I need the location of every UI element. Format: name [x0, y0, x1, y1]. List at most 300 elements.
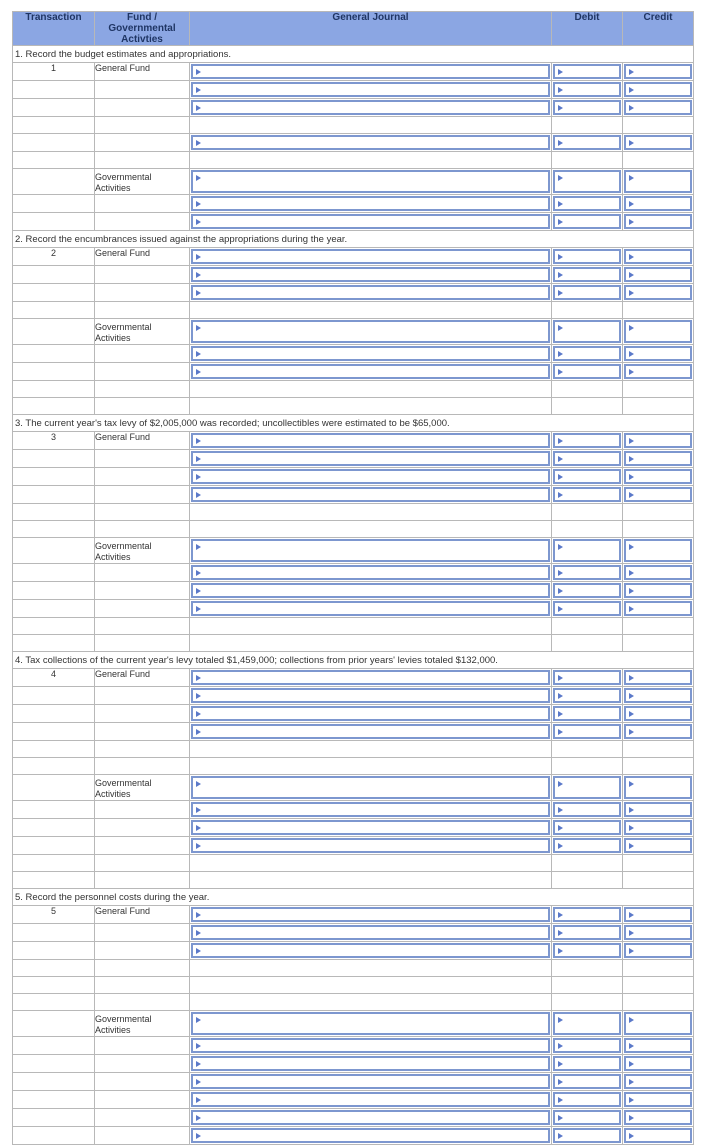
dropdown-marker-icon	[629, 781, 634, 787]
debit-input-cell	[552, 942, 623, 960]
transaction-number-cell	[13, 618, 95, 635]
credit-input-cell	[623, 468, 694, 486]
credit-input-cell	[623, 266, 694, 284]
dropdown-marker-icon	[196, 825, 201, 831]
dropdown-marker-icon	[196, 930, 201, 936]
dropdown-marker-icon	[558, 1061, 563, 1067]
debit-input[interactable]	[553, 249, 621, 264]
dropdown-marker-icon	[629, 290, 634, 296]
dropdown-marker-icon	[558, 1115, 563, 1121]
credit-input[interactable]	[624, 1128, 692, 1143]
debit-input-cell	[552, 582, 623, 600]
debit-input[interactable]	[553, 776, 621, 799]
account-input[interactable]	[191, 583, 550, 598]
journal-entry-row	[13, 669, 694, 687]
dropdown-marker-icon	[196, 474, 201, 480]
transaction-description: 2. Record the encumbrances issued against the appropriations during the year.	[13, 231, 694, 248]
debit-input[interactable]	[553, 135, 621, 150]
transaction-number-cell	[13, 319, 95, 345]
credit-input[interactable]	[624, 670, 692, 685]
account-input[interactable]	[191, 565, 550, 580]
credit-input[interactable]	[624, 1012, 692, 1035]
debit-input[interactable]	[553, 670, 621, 685]
account-input[interactable]	[191, 364, 550, 379]
account-input[interactable]	[191, 320, 550, 343]
dropdown-marker-icon	[558, 456, 563, 462]
credit-input[interactable]	[624, 82, 692, 97]
account-input-cell	[190, 99, 552, 117]
credit-input[interactable]	[624, 196, 692, 211]
transaction-number-cell	[13, 398, 95, 415]
debit-input[interactable]	[553, 1074, 621, 1089]
dropdown-marker-icon	[629, 474, 634, 480]
credit-input[interactable]	[624, 706, 692, 721]
dropdown-marker-icon	[196, 1133, 201, 1139]
transaction-number-cell	[13, 504, 95, 521]
transaction-number-cell	[13, 284, 95, 302]
account-input-cell	[190, 450, 552, 468]
credit-cell-empty	[623, 152, 694, 169]
dropdown-marker-icon	[196, 1079, 201, 1085]
debit-input[interactable]	[553, 907, 621, 922]
account-input-cell	[190, 801, 552, 819]
account-input-cell	[190, 63, 552, 81]
account-cell-empty	[190, 398, 552, 415]
credit-input[interactable]	[624, 688, 692, 703]
credit-input[interactable]	[624, 1056, 692, 1071]
dropdown-marker-icon	[558, 1079, 563, 1085]
transaction-number-cell	[13, 302, 95, 319]
account-input[interactable]	[191, 214, 550, 229]
account-input[interactable]	[191, 1056, 550, 1071]
fund-cell	[95, 504, 190, 521]
dropdown-marker-icon	[558, 1017, 563, 1023]
debit-input[interactable]	[553, 925, 621, 940]
account-input[interactable]	[191, 907, 550, 922]
dropdown-marker-icon	[558, 930, 563, 936]
debit-input[interactable]	[553, 1056, 621, 1071]
debit-input[interactable]	[553, 1012, 621, 1035]
account-input[interactable]	[191, 346, 550, 361]
credit-input[interactable]	[624, 469, 692, 484]
dropdown-marker-icon	[629, 729, 634, 735]
debit-input[interactable]	[553, 100, 621, 115]
credit-input[interactable]	[624, 925, 692, 940]
credit-input[interactable]	[624, 364, 692, 379]
transaction-number-cell	[13, 600, 95, 618]
account-input-cell	[190, 669, 552, 687]
debit-input-cell	[552, 345, 623, 363]
debit-input[interactable]	[553, 539, 621, 562]
debit-input[interactable]	[553, 82, 621, 97]
transaction-number-cell	[13, 705, 95, 723]
dropdown-marker-icon	[196, 912, 201, 918]
fund-label-governmental-activities	[95, 319, 190, 345]
account-input[interactable]	[191, 1074, 550, 1089]
account-input-cell	[190, 169, 552, 195]
debit-input[interactable]	[553, 583, 621, 598]
transaction-heading-row	[13, 652, 694, 669]
dropdown-marker-icon	[196, 69, 201, 75]
journal-entry-row	[13, 486, 694, 504]
account-cell-empty	[190, 758, 552, 775]
account-input-cell	[190, 486, 552, 504]
credit-cell-empty	[623, 994, 694, 1011]
account-cell-empty	[190, 872, 552, 889]
credit-input-cell	[623, 486, 694, 504]
credit-input[interactable]	[624, 1074, 692, 1089]
fund-cell	[95, 381, 190, 398]
debit-cell-empty	[552, 741, 623, 758]
dropdown-marker-icon	[629, 1115, 634, 1121]
credit-input[interactable]	[624, 214, 692, 229]
account-input[interactable]	[191, 776, 550, 799]
credit-cell-empty	[623, 741, 694, 758]
account-cell-empty	[190, 152, 552, 169]
credit-input[interactable]	[624, 285, 692, 300]
fund-cell	[95, 134, 190, 152]
credit-input-cell	[623, 213, 694, 231]
account-input[interactable]	[191, 469, 550, 484]
fund-cell	[95, 302, 190, 319]
account-input[interactable]	[191, 135, 550, 150]
dropdown-marker-icon	[629, 1133, 634, 1139]
transaction-number-cell	[13, 345, 95, 363]
dropdown-marker-icon	[558, 912, 563, 918]
dropdown-marker-icon	[629, 1043, 634, 1049]
journal-entry-row	[13, 758, 694, 775]
journal-entry-row	[13, 977, 694, 994]
dropdown-marker-icon	[629, 588, 634, 594]
account-input-cell	[190, 284, 552, 302]
account-input[interactable]	[191, 196, 550, 211]
account-input-cell	[190, 942, 552, 960]
account-input[interactable]	[191, 601, 550, 616]
transaction-column-header: Transaction	[13, 12, 95, 46]
credit-input[interactable]	[624, 943, 692, 958]
journal-entry-row	[13, 942, 694, 960]
fund-cell	[95, 266, 190, 284]
account-input-cell	[190, 837, 552, 855]
debit-input[interactable]	[553, 838, 621, 853]
credit-input[interactable]	[624, 1092, 692, 1107]
journal-entry-row	[13, 381, 694, 398]
debit-cell-empty	[552, 977, 623, 994]
credit-input[interactable]	[624, 433, 692, 448]
journal-entry-row	[13, 152, 694, 169]
transaction-number-cell	[13, 117, 95, 134]
debit-input[interactable]	[553, 346, 621, 361]
debit-input[interactable]	[553, 601, 621, 616]
debit-input[interactable]	[553, 1128, 621, 1143]
credit-input[interactable]	[624, 820, 692, 835]
account-input[interactable]	[191, 1128, 550, 1143]
account-input[interactable]	[191, 802, 550, 817]
debit-input[interactable]	[553, 688, 621, 703]
journal-entry-row	[13, 450, 694, 468]
debit-input[interactable]	[553, 170, 621, 193]
account-input[interactable]	[191, 170, 550, 193]
credit-input[interactable]	[624, 64, 692, 79]
credit-cell-empty	[623, 635, 694, 652]
journal-entry-row	[13, 81, 694, 99]
debit-input[interactable]	[553, 487, 621, 502]
debit-input[interactable]	[553, 285, 621, 300]
debit-input-cell	[552, 1011, 623, 1037]
dropdown-marker-icon	[629, 105, 634, 111]
fund-cell	[95, 1055, 190, 1073]
credit-input[interactable]	[624, 838, 692, 853]
fund-cell	[95, 486, 190, 504]
credit-cell-empty	[623, 977, 694, 994]
credit-input[interactable]	[624, 320, 692, 343]
debit-input[interactable]	[553, 214, 621, 229]
debit-input[interactable]	[553, 320, 621, 343]
debit-input[interactable]	[553, 1110, 621, 1125]
dropdown-marker-icon	[196, 693, 201, 699]
dropdown-marker-icon	[196, 675, 201, 681]
debit-cell-empty	[552, 381, 623, 398]
account-input-cell	[190, 819, 552, 837]
credit-input[interactable]	[624, 170, 692, 193]
debit-input[interactable]	[553, 64, 621, 79]
credit-input[interactable]	[624, 539, 692, 562]
transaction-number-cell	[13, 924, 95, 942]
transaction-number-cell	[13, 960, 95, 977]
journal-entry-row	[13, 618, 694, 635]
debit-input-cell	[552, 906, 623, 924]
credit-input[interactable]	[624, 802, 692, 817]
dropdown-marker-icon	[196, 87, 201, 93]
debit-input-cell	[552, 687, 623, 705]
debit-input[interactable]	[553, 706, 621, 721]
debit-input-cell	[552, 169, 623, 195]
debit-input-cell	[552, 775, 623, 801]
debit-input[interactable]	[553, 364, 621, 379]
credit-input[interactable]	[624, 601, 692, 616]
debit-input-cell	[552, 319, 623, 345]
fund-label-general-fund: General Fund	[95, 669, 190, 687]
credit-input-cell	[623, 837, 694, 855]
credit-input[interactable]	[624, 583, 692, 598]
debit-input-cell	[552, 284, 623, 302]
dropdown-marker-icon	[558, 201, 563, 207]
dropdown-marker-icon	[558, 175, 563, 181]
debit-input-cell	[552, 468, 623, 486]
account-input-cell	[190, 195, 552, 213]
journal-entry-row	[13, 195, 694, 213]
account-input[interactable]	[191, 249, 550, 264]
account-input-cell	[190, 1011, 552, 1037]
credit-input[interactable]	[624, 135, 692, 150]
dropdown-marker-icon	[196, 1043, 201, 1049]
credit-input[interactable]	[624, 1110, 692, 1125]
account-input[interactable]	[191, 64, 550, 79]
account-input[interactable]	[191, 1110, 550, 1125]
fund-label-governmental-activities	[95, 169, 190, 195]
journal-entry-row	[13, 63, 694, 81]
account-input[interactable]	[191, 267, 550, 282]
account-input[interactable]	[191, 706, 550, 721]
debit-input[interactable]	[553, 1092, 621, 1107]
account-input[interactable]	[191, 433, 550, 448]
journal-entry-row	[13, 213, 694, 231]
fund-cell	[95, 521, 190, 538]
credit-input[interactable]	[624, 1038, 692, 1053]
fund-cell	[95, 81, 190, 99]
journal-entry-row	[13, 345, 694, 363]
dropdown-marker-icon	[196, 1115, 201, 1121]
journal-entry-row	[13, 635, 694, 652]
debit-cell-empty	[552, 521, 623, 538]
credit-cell-empty	[623, 872, 694, 889]
account-input[interactable]	[191, 943, 550, 958]
fund-cell	[95, 618, 190, 635]
journal-entry-row	[13, 1037, 694, 1055]
dropdown-marker-icon	[558, 105, 563, 111]
debit-input[interactable]	[553, 565, 621, 580]
fund-cell	[95, 363, 190, 381]
dropdown-marker-icon	[558, 492, 563, 498]
credit-cell-empty	[623, 504, 694, 521]
account-input[interactable]	[191, 925, 550, 940]
account-input[interactable]	[191, 1012, 550, 1035]
account-input[interactable]	[191, 688, 550, 703]
transaction-number-cell	[13, 1091, 95, 1109]
fund-header-line-2: Governmental	[108, 23, 176, 34]
credit-input-cell	[623, 319, 694, 345]
journal-entry-row	[13, 284, 694, 302]
fund-label-line-2: Activities	[95, 333, 131, 343]
debit-cell-empty	[552, 504, 623, 521]
debit-input[interactable]	[553, 943, 621, 958]
dropdown-marker-icon	[196, 588, 201, 594]
account-input[interactable]	[191, 670, 550, 685]
credit-input[interactable]	[624, 565, 692, 580]
credit-input-cell	[623, 705, 694, 723]
journal-entry-row	[13, 1091, 694, 1109]
credit-input[interactable]	[624, 907, 692, 922]
account-cell-empty	[190, 960, 552, 977]
debit-input-cell	[552, 99, 623, 117]
journal-entry-row	[13, 582, 694, 600]
fund-cell	[95, 924, 190, 942]
dropdown-marker-icon	[558, 1133, 563, 1139]
debit-input-cell	[552, 924, 623, 942]
account-input[interactable]	[191, 487, 550, 502]
dropdown-marker-icon	[558, 438, 563, 444]
fund-cell	[95, 1073, 190, 1091]
transaction-number-cell	[13, 81, 95, 99]
credit-input-cell	[623, 942, 694, 960]
journal-entry-row	[13, 504, 694, 521]
credit-input-cell	[623, 924, 694, 942]
debit-input[interactable]	[553, 196, 621, 211]
fund-cell	[95, 801, 190, 819]
journal-entry-row	[13, 741, 694, 758]
dropdown-marker-icon	[196, 201, 201, 207]
transaction-number-cell	[13, 213, 95, 231]
debit-input[interactable]	[553, 724, 621, 739]
debit-input[interactable]	[553, 1038, 621, 1053]
account-input-cell	[190, 81, 552, 99]
fund-cell	[95, 837, 190, 855]
dropdown-marker-icon	[629, 140, 634, 146]
account-input-cell	[190, 1037, 552, 1055]
transaction-number-cell	[13, 363, 95, 381]
account-input[interactable]	[191, 82, 550, 97]
fund-label-general-fund: General Fund	[95, 432, 190, 450]
transaction-description: 1. Record the budget estimates and appropriations.	[13, 46, 694, 63]
dropdown-marker-icon	[196, 711, 201, 717]
fund-column-header	[95, 12, 190, 46]
debit-input[interactable]	[553, 267, 621, 282]
fund-label-line-2: Activities	[95, 552, 131, 562]
credit-input[interactable]	[624, 249, 692, 264]
fund-cell	[95, 284, 190, 302]
dropdown-marker-icon	[558, 606, 563, 612]
account-input-cell	[190, 319, 552, 345]
account-input[interactable]	[191, 285, 550, 300]
credit-input-cell	[623, 669, 694, 687]
account-input[interactable]	[191, 820, 550, 835]
fund-label-line-1: Governmental	[95, 322, 152, 332]
credit-input-cell	[623, 345, 694, 363]
transaction-number-cell: 1	[13, 63, 95, 81]
fund-cell	[95, 345, 190, 363]
debit-input-cell	[552, 705, 623, 723]
dropdown-marker-icon	[629, 1017, 634, 1023]
credit-input[interactable]	[624, 776, 692, 799]
credit-input[interactable]	[624, 100, 692, 115]
account-input-cell	[190, 213, 552, 231]
account-input-cell	[190, 600, 552, 618]
dropdown-marker-icon	[629, 369, 634, 375]
debit-input[interactable]	[553, 469, 621, 484]
account-input-cell	[190, 363, 552, 381]
credit-input[interactable]	[624, 487, 692, 502]
credit-input[interactable]	[624, 267, 692, 282]
debit-input[interactable]	[553, 451, 621, 466]
debit-input-cell	[552, 819, 623, 837]
dropdown-marker-icon	[558, 1043, 563, 1049]
fund-cell	[95, 582, 190, 600]
account-input[interactable]	[191, 1092, 550, 1107]
account-input[interactable]	[191, 539, 550, 562]
account-input[interactable]	[191, 100, 550, 115]
debit-input[interactable]	[553, 433, 621, 448]
transaction-number-cell	[13, 381, 95, 398]
account-cell-empty	[190, 504, 552, 521]
debit-input-cell	[552, 1127, 623, 1145]
credit-input[interactable]	[624, 724, 692, 739]
credit-input[interactable]	[624, 346, 692, 361]
fund-header-line-1: Fund /	[127, 12, 157, 23]
transaction-number-cell	[13, 468, 95, 486]
dropdown-marker-icon	[629, 201, 634, 207]
account-input[interactable]	[191, 838, 550, 853]
account-input[interactable]	[191, 451, 550, 466]
account-input[interactable]	[191, 724, 550, 739]
debit-input[interactable]	[553, 802, 621, 817]
account-input[interactable]	[191, 1038, 550, 1053]
credit-input[interactable]	[624, 451, 692, 466]
journal-entry-row	[13, 117, 694, 134]
credit-cell-empty	[623, 758, 694, 775]
debit-input[interactable]	[553, 820, 621, 835]
transaction-number-cell	[13, 635, 95, 652]
debit-cell-empty	[552, 398, 623, 415]
